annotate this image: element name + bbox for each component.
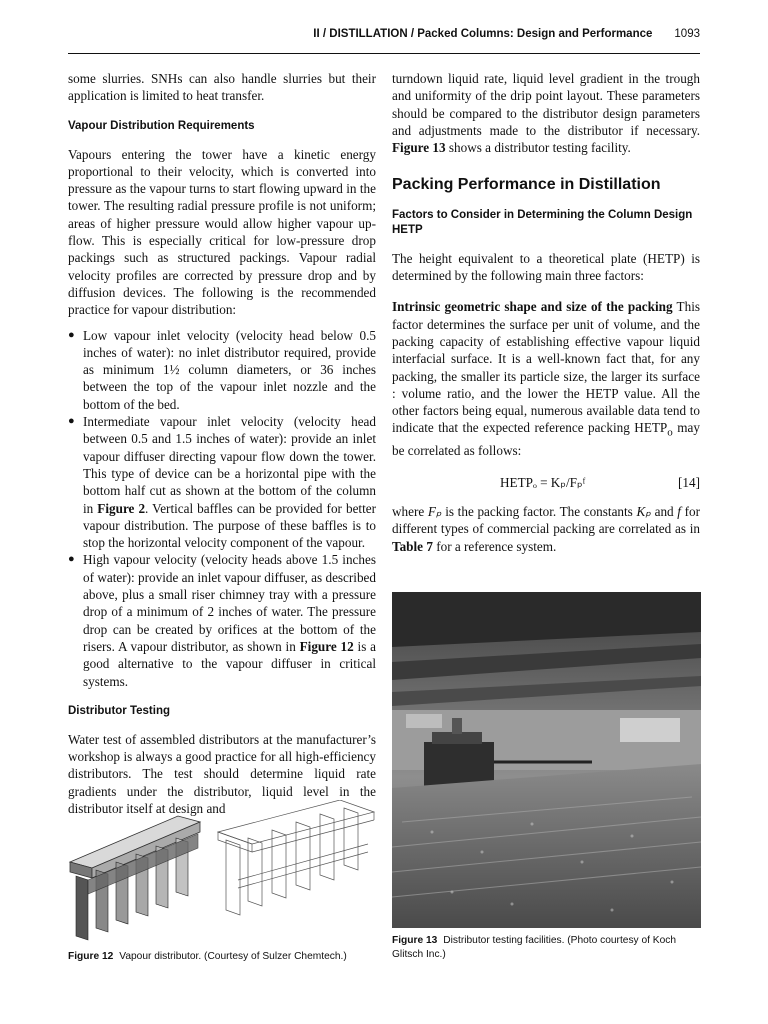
factors-heading: Factors to Consider in Determining the Column Design HETP	[392, 208, 693, 236]
table-7-ref: Table 7	[392, 538, 433, 554]
packing-performance-heading: Packing Performance in Distillation	[392, 176, 661, 194]
figure-12-vapour-distributor-illustration	[68, 800, 378, 950]
intrinsic-text-end: may be correlated as follows:	[392, 420, 700, 459]
where-text: where	[392, 503, 428, 519]
page-number: 1093	[674, 28, 700, 40]
continued-paragraph	[392, 70, 700, 156]
running-head	[68, 28, 700, 54]
section-title: II / DISTILLATION / Packed Columns: Design and Performance	[313, 28, 653, 40]
bullet-intermediate-text-end: . Vertical baffles can be provided for better vapour distribution. The purpose of these baffles is to stop the horizontal velocity component of the vapour.	[83, 500, 376, 551]
where-paragraph	[392, 503, 700, 555]
list-item	[68, 413, 376, 551]
figure-12-caption-text: Vapour distributor. (Courtesy of Sulzer Chemtech.)	[119, 951, 347, 962]
hetp-paragraph: The height equivalent to a theoretical plate (HETP) is determined by the following main three factors:	[392, 250, 700, 284]
solid-distributor-drawing	[70, 816, 200, 940]
bullet-low-velocity: Low vapour inlet velocity (velocity head below 0.5 inches of water): no inlet distributor required, provide as minimum 1½ column diameters, or 36 inches between the top of the vapour inlet nozzle and the bottom of the bed.	[83, 327, 376, 412]
where-text-5: for a reference system.	[432, 538, 557, 554]
figure-12-ref: Figure 12	[299, 638, 354, 654]
right-column	[392, 70, 700, 563]
hetp-subscript: o	[667, 427, 673, 440]
vapour-distribution-heading: Vapour Distribution Requirements	[68, 119, 255, 132]
intrinsic-paragraph	[392, 298, 700, 459]
figure-13-ref: Figure 13	[392, 140, 446, 156]
bullet-high-text: High vapour velocity (velocity heads above 1.5 inches of water): provide an inlet vapour diffuser, as described above, plus a small riser chimney tray with a pressure drop of a minimum of 2 inches of water. The pressure drop can be created by orifices at the bottom of the risers. A vapour distributor, as shown in	[83, 552, 376, 654]
wireframe-distributor-drawing	[218, 800, 374, 915]
figure-2-ref: Figure 2	[97, 500, 146, 516]
where-text-3: and	[650, 503, 678, 519]
figure-12-caption	[68, 950, 388, 964]
left-column	[68, 70, 376, 825]
figure-13-caption-text: Distributor testing facilities. (Photo courtesy of Koch Glitsch Inc.)	[392, 935, 677, 960]
continued-text-end: shows a distributor testing facility.	[445, 140, 631, 156]
where-text-2: is the packing factor. The constants	[441, 503, 637, 519]
continued-text: turndown liquid rate, liquid level gradient in the trough and uniformity of the drip point layout. These parameters should be compared to the distributor design parameters and adjustments made to the distributor if necessary.	[392, 71, 700, 138]
intrinsic-lead: Intrinsic geometric shape and size of the packing	[392, 299, 673, 315]
vapour-practice-list	[68, 327, 376, 690]
equation-expression: HETPₒ = Kₚ/Fₚᶠ	[500, 474, 586, 490]
equation-number: [14]	[678, 474, 700, 490]
vapour-paragraph: Vapours entering the tower have a kinetic energy proportional to their velocity, which is converted into pressure as the vapour turns to start flowing upward in the tower. The resulting radial pressure profile is not uniform; areas of higher pressure would allow higher vapour up-flow. This is especially critical for low-pressure drop packings such as structured packings. Vapour radial velocity profiles are corrected by pressure drop and by diffusion devices. The following is the recommended practice for vapour distribution:	[68, 146, 376, 318]
bullet-high-text-end: is a good alternative to the vapour diffuser in critical systems.	[83, 638, 376, 689]
list-item	[68, 551, 376, 689]
intro-paragraph: some slurries. SNHs can also handle slurries but their application is limited to heat transfer.	[68, 71, 376, 104]
fp-symbol: Fₚ	[427, 503, 442, 519]
list-item	[68, 327, 376, 413]
equation-14	[392, 474, 700, 491]
testing-paragraph: Water test of assembled distributors at the manufacturer’s workshop is always a good practice for all high-efficiency distributors. The test should determine liquid rate gradients under the distributor, liquid level in the distributor itself at design and	[68, 731, 376, 816]
distributor-testing-heading: Distributor Testing	[68, 704, 171, 717]
intrinsic-text: This factor determines the surface per unit of volume, and the packing capacity of establishing effective vapour liquid interfacial surface. It is a well-known fact that, for any packing, the smaller its particle size, the larger its surface : volume ratio, and the lower the HETP value. All the other factors being equal, numerous available data tend to indicate that the expected reference packing HETP	[392, 299, 700, 436]
figure-13-testing-facility-photo	[392, 592, 701, 928]
where-text-4: for different types of commercial packing are correlated as in	[392, 503, 701, 537]
figure-13-caption	[392, 934, 702, 962]
kp-symbol: Kₚ	[636, 503, 651, 519]
f-symbol: f	[677, 503, 681, 519]
figure-12-label: Figure 12	[68, 951, 114, 962]
bullet-intermediate-text: Intermediate vapour inlet velocity (velocity head between 0.5 and 1.5 inches of water): provide an inlet vapour diffuser directing vapour flow down the tower. This type of device can be a horizontal pipe with the bottom half cut as shown at the bottom of the column in	[83, 414, 376, 516]
figure-13-label: Figure 13	[392, 935, 438, 946]
